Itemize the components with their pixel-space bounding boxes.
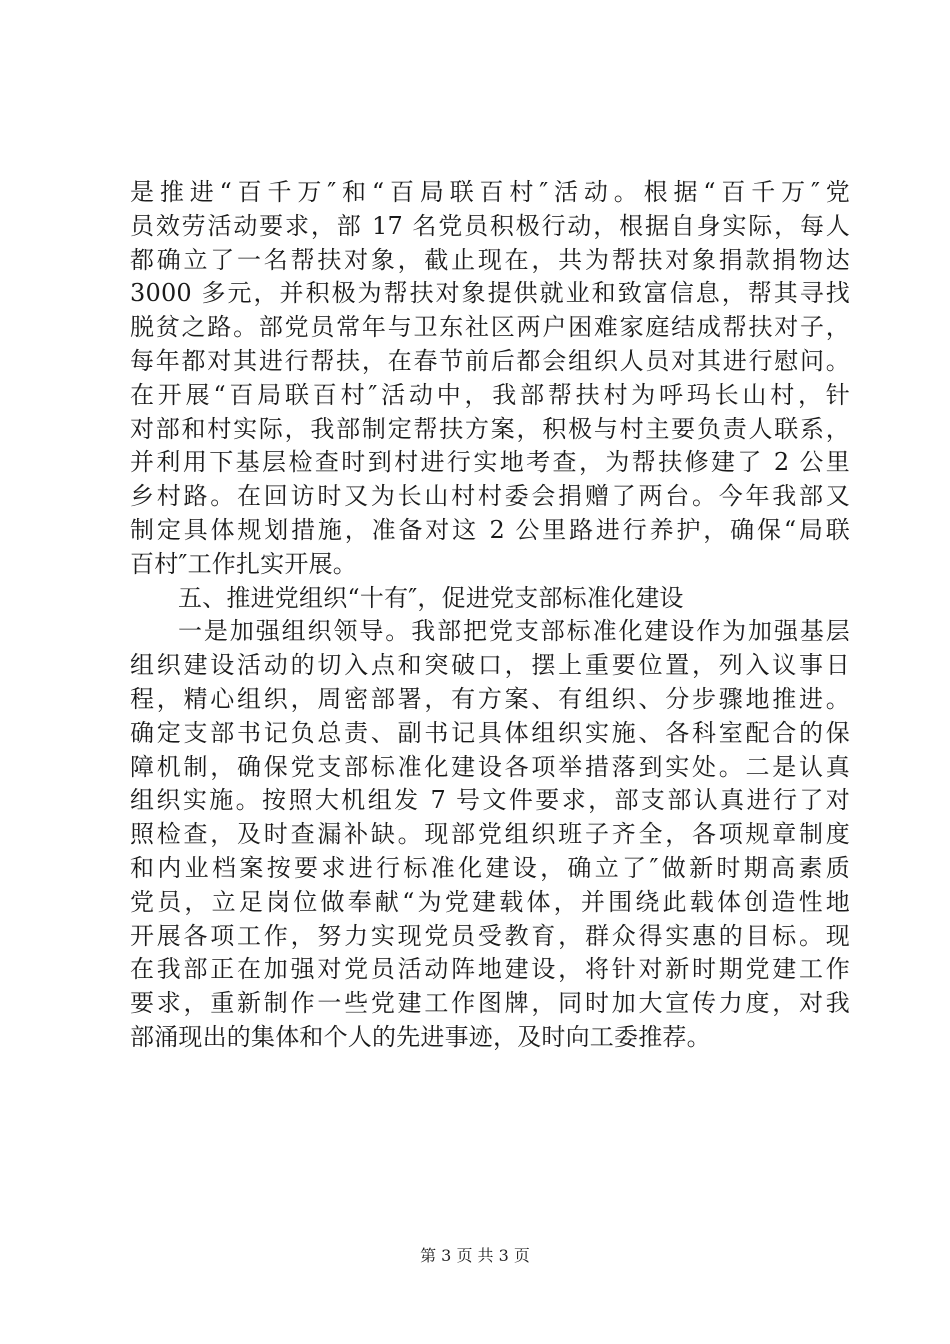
heading-line: 五、推进党组织“十有″，促进党支部标准化建设 — [178, 583, 684, 612]
text-line: 是推进“百千万″和“百局联百村″活动。根据“百千万″党 — [130, 178, 850, 206]
text-line: 一是加强组织领导。我部把党支部标准化建设作为加强基层 — [178, 617, 850, 646]
text-line: 脱贫之路。部党员常年与卫东社区两户困难家庭结成帮扶对子， — [130, 313, 850, 342]
text-line: 确定支部书记负总责、副书记具体组织实施、各科室配合的保 — [130, 718, 850, 747]
text-line: 3000 多元，并积极为帮扶对象提供就业和致富信息，帮其寻找 — [130, 279, 850, 308]
text-line: 部涌现出的集体和个人的先进事迹，及时向工委推荐。 — [130, 1022, 711, 1051]
page-footer — [0, 1246, 950, 1266]
text-line: 员效劳活动要求，部 17 名党员积极行动，根据自身实际，每人 — [130, 211, 850, 240]
text-line: 都确立了一名帮扶对象，截止现在，共为帮扶对象捐款捐物达 — [130, 245, 850, 274]
paragraph-standardization — [130, 615, 850, 1054]
paragraph-helping-activities — [130, 176, 850, 582]
text-line: 并利用下基层检查时到村进行实地考查，为帮扶修建了 2 公里 — [130, 448, 850, 477]
text-line: 开展各项工作，努力实现党员受教育，群众得实惠的目标。现 — [130, 921, 850, 950]
text-line: 组织实施。按照大机组发 7 号文件要求，部支部认真进行了对 — [130, 786, 850, 815]
text-line: 制定具体规划措施，准备对这 2 公里路进行养护，确保“局联 — [130, 515, 850, 544]
text-line: 在我部正在加强对党员活动阵地建设，将针对新时期党建工作 — [130, 955, 850, 984]
text-line: 党员，立足岗位做奉献“为党建载体，并围绕此载体创造性地 — [130, 887, 850, 916]
text-line: 组织建设活动的切入点和突破口，摆上重要位置，列入议事日 — [130, 651, 850, 680]
text-line: 每年都对其进行帮扶，在春节前后都会组织人员对其进行慰问。 — [130, 346, 850, 375]
page-number-label: 第 3 页 共 3 页 — [420, 1246, 530, 1265]
text-line: 乡村路。在回访时又为长山村村委会捐赠了两台。今年我部又 — [130, 482, 850, 511]
text-line: 和内业档案按要求进行标准化建设，确立了″做新时期高素质 — [130, 853, 850, 882]
text-line: 照检查，及时查漏补缺。现部党组织班子齐全，各项规章制度 — [130, 820, 850, 849]
text-line: 要求，重新制作一些党建工作图牌，同时加大宣传力度，对我 — [130, 989, 850, 1018]
text-line: 百村″工作扎实开展。 — [130, 549, 357, 578]
text-line: 对部和村实际，我部制定帮扶方案，积极与村主要负责人联系， — [130, 414, 850, 443]
text-line: 在开展“百局联百村″活动中，我部帮扶村为呼玛长山村，针 — [130, 380, 850, 409]
section-heading-5 — [130, 582, 850, 616]
text-line: 障机制，确保党支部标准化建设各项举措落到实处。二是认真 — [130, 752, 850, 781]
body-text — [130, 176, 850, 1055]
text-line: 程，精心组织，周密部署，有方案、有组织、分步骤地推进。 — [130, 684, 850, 713]
